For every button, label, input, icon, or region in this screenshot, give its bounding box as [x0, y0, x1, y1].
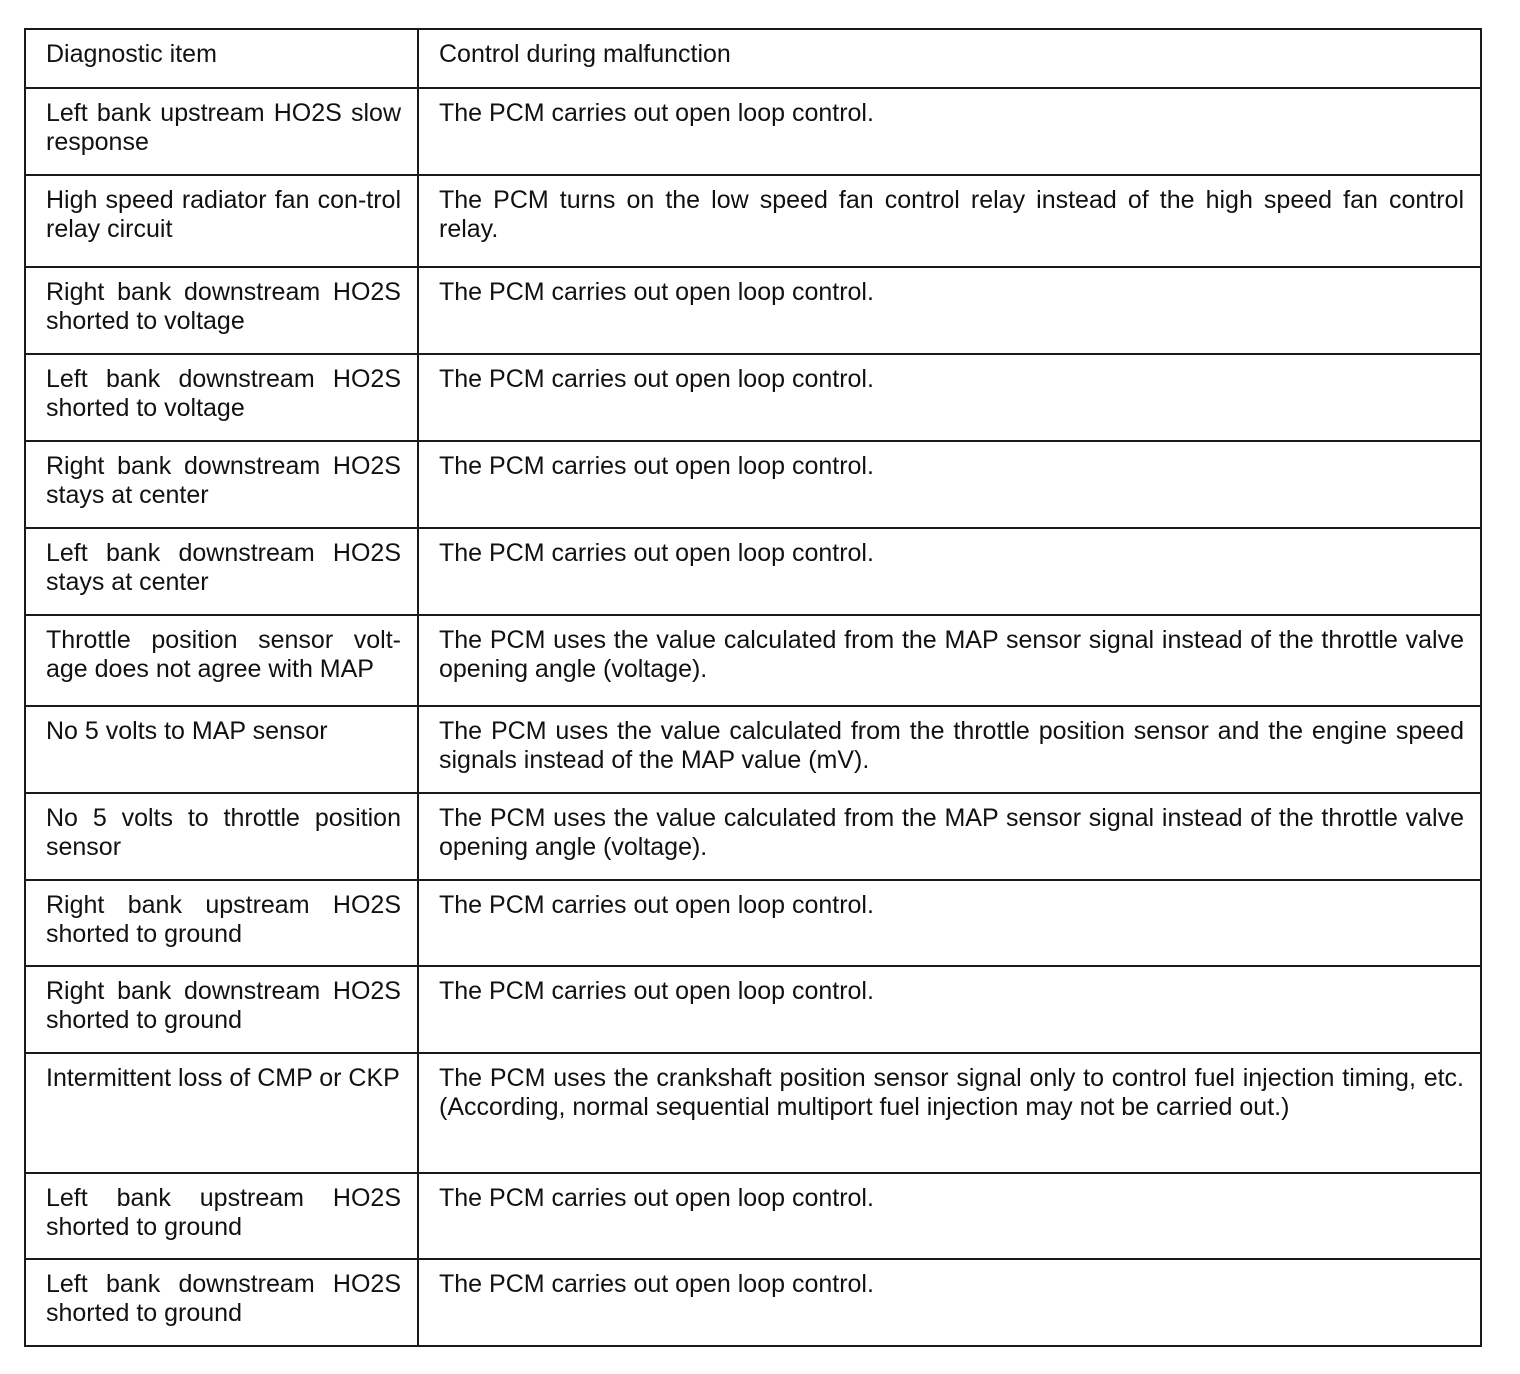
header-control-during-malfunction: Control during malfunction [418, 29, 1481, 88]
table-row [25, 706, 1481, 793]
control-cell: The PCM carries out open loop control. [418, 880, 1481, 966]
diagnostic-item-cell: Right bank upstream HO2S shorted to ground [25, 880, 418, 966]
table-row [25, 354, 1481, 441]
control-cell: The PCM uses the value calculated from the MAP sensor signal instead of the throttle valve opening angle (voltage). [418, 793, 1481, 880]
table-row [25, 793, 1481, 880]
control-cell: The PCM uses the crankshaft position sensor signal only to control fuel injection timing, etc. (According, normal sequential multiport fuel injection may not be carried out.) [418, 1053, 1481, 1173]
diagnostic-item-cell: Left bank upstream HO2S shorted to ground [25, 1173, 418, 1259]
control-cell: The PCM carries out open loop control. [418, 1259, 1481, 1346]
table-row [25, 880, 1481, 966]
control-cell: The PCM carries out open loop control. [418, 1173, 1481, 1259]
diagnostic-item-cell: No 5 volts to MAP sensor [25, 706, 418, 793]
table-row [25, 267, 1481, 354]
diagnostic-item-cell: Left bank downstream HO2S shorted to voltage [25, 354, 418, 441]
table-row [25, 441, 1481, 528]
control-cell: The PCM carries out open loop control. [418, 528, 1481, 615]
diagnostic-item-cell: Throttle position sensor volt-age does not agree with MAP [25, 615, 418, 706]
diagnostic-table [24, 28, 1482, 1347]
diagnostic-item-cell: Right bank downstream HO2S stays at center [25, 441, 418, 528]
diagnostic-item-cell: Intermittent loss of CMP or CKP [25, 1053, 418, 1173]
table-header-row [25, 29, 1481, 88]
header-diagnostic-item: Diagnostic item [25, 29, 418, 88]
table-row [25, 175, 1481, 267]
control-cell: The PCM uses the value calculated from the throttle position sensor and the engine speed signals instead of the MAP value (mV). [418, 706, 1481, 793]
control-cell: The PCM uses the value calculated from the MAP sensor signal instead of the throttle valve opening angle (voltage). [418, 615, 1481, 706]
control-cell: The PCM turns on the low speed fan control relay instead of the high speed fan control relay. [418, 175, 1481, 267]
diagnostic-item-cell: High speed radiator fan con-trol relay circuit [25, 175, 418, 267]
control-cell: The PCM carries out open loop control. [418, 966, 1481, 1053]
control-cell: The PCM carries out open loop control. [418, 441, 1481, 528]
table-row [25, 528, 1481, 615]
diagnostic-item-cell: Left bank downstream HO2S shorted to ground [25, 1259, 418, 1346]
diagnostic-item-cell: No 5 volts to throttle position sensor [25, 793, 418, 880]
control-cell: The PCM carries out open loop control. [418, 267, 1481, 354]
control-cell: The PCM carries out open loop control. [418, 354, 1481, 441]
table-row [25, 615, 1481, 706]
table-row [25, 88, 1481, 175]
table-body [25, 88, 1481, 1346]
table-row [25, 966, 1481, 1053]
diagnostic-item-cell: Right bank downstream HO2S shorted to ground [25, 966, 418, 1053]
control-cell: The PCM carries out open loop control. [418, 88, 1481, 175]
table-row [25, 1259, 1481, 1346]
table-row [25, 1173, 1481, 1259]
diagnostic-item-cell: Right bank downstream HO2S shorted to voltage [25, 267, 418, 354]
table-row [25, 1053, 1481, 1173]
diagnostic-item-cell: Left bank downstream HO2S stays at center [25, 528, 418, 615]
diagnostic-item-cell: Left bank upstream HO2S slow response [25, 88, 418, 175]
